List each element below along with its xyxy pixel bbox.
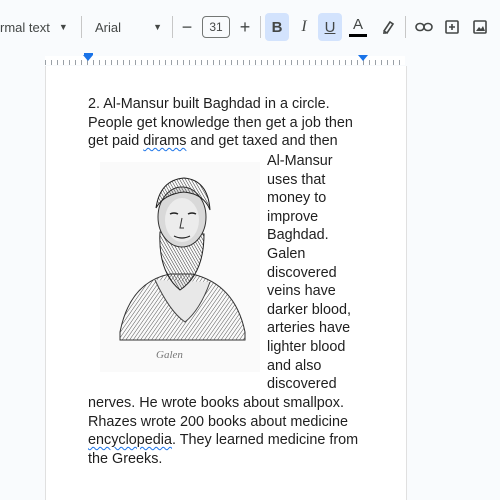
text-line	[88, 132, 338, 151]
text-line: Rhazes wrote 200 books about medicine	[88, 413, 348, 430]
text-line: and also	[267, 357, 322, 374]
chevron-down-icon: ▼	[58, 22, 68, 32]
font-select[interactable]	[90, 13, 166, 41]
bold-label: B	[271, 18, 283, 36]
left-indent-marker[interactable]	[83, 55, 93, 61]
text-segment: . They learned medicine from	[172, 432, 359, 449]
text-line: 2. Al-Mansur built Baghdad in a circle.	[88, 96, 330, 112]
galen-portrait-image[interactable]	[100, 162, 260, 372]
text-line: Baghdad.	[267, 227, 329, 244]
text-line: the Greeks.	[88, 450, 163, 467]
text-line: money to	[267, 190, 327, 207]
font-size-input[interactable]	[202, 16, 230, 38]
text-line: Al-Mansur	[267, 153, 333, 169]
decrease-font-size-button[interactable]: −	[181, 16, 193, 37]
text-line: arteries have	[267, 320, 351, 337]
font-value: Arial	[95, 19, 122, 35]
insert-image-icon[interactable]	[468, 13, 492, 41]
toolbar-divider	[172, 16, 173, 38]
text-line: People get knowledge then get a job then	[88, 114, 353, 131]
add-comment-icon[interactable]	[440, 13, 464, 41]
horizontal-ruler[interactable]	[0, 53, 500, 66]
text-line: discovered	[267, 264, 337, 281]
right-indent-marker[interactable]	[358, 55, 368, 61]
italic-label: I	[301, 18, 307, 35]
italic-button[interactable]	[292, 13, 316, 41]
text-line: Galen	[267, 246, 306, 262]
text-color-button[interactable]	[346, 13, 370, 41]
text-line: lighter blood	[267, 339, 346, 355]
first-line-indent-marker[interactable]	[84, 53, 93, 55]
ruler-ticks	[45, 56, 405, 65]
text-line: discovered	[267, 376, 337, 393]
spellcheck-word: encyclopedia	[88, 432, 173, 449]
bold-button[interactable]	[265, 13, 289, 41]
text-line: veins have	[267, 283, 336, 300]
highlighter-icon[interactable]	[376, 13, 400, 41]
image-caption: Galen	[156, 349, 183, 361]
chevron-down-icon: ▼	[153, 22, 162, 32]
text-segment: get paid	[88, 133, 144, 150]
font-size-value: 31	[209, 20, 223, 34]
toolbar-divider	[260, 16, 261, 38]
text-line: nerves. He wrote books about smallpox.	[88, 395, 344, 411]
spellcheck-word: dirams	[143, 133, 187, 150]
portrait-engraving	[100, 162, 260, 372]
text-line: darker blood,	[267, 301, 351, 318]
toolbar-divider	[81, 16, 82, 38]
text-segment: and get taxed and then	[186, 133, 338, 150]
text-line	[88, 431, 358, 450]
formatting-toolbar	[0, 0, 500, 53]
underline-button[interactable]	[318, 13, 342, 41]
text-line: uses that	[267, 171, 326, 188]
toolbar-divider	[405, 16, 406, 38]
link-icon[interactable]	[412, 13, 436, 41]
text-color-label: A	[352, 16, 363, 33]
underline-label: U	[324, 18, 336, 36]
text-color-swatch	[349, 34, 367, 37]
paragraph-style-select[interactable]	[0, 13, 78, 41]
text-line: improve	[267, 208, 319, 225]
increase-font-size-button[interactable]: +	[239, 16, 251, 37]
paragraph-style-value: rmal text	[0, 19, 50, 35]
